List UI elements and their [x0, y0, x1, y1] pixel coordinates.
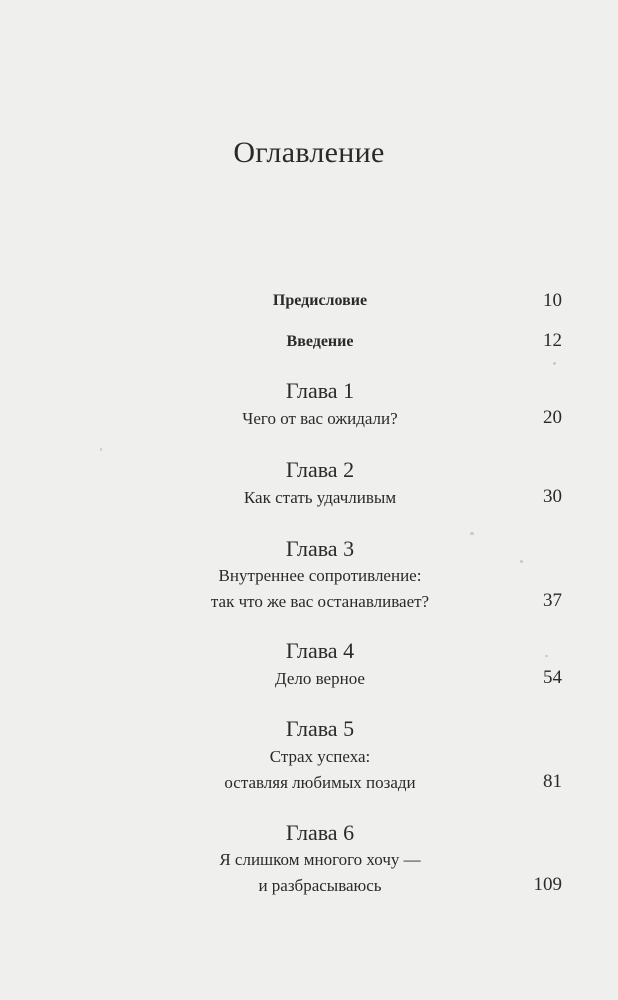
chapter-heading: Глава 3 — [285, 536, 355, 561]
paper-speck — [553, 362, 556, 365]
chapter-title-line: так что же вас останавливает? — [210, 592, 430, 611]
chapter-page-number: 109 — [533, 874, 562, 895]
chapter-title-line: Чего от вас ожидали? — [242, 409, 398, 428]
chapter-title-line: Внутреннее сопротивление: — [218, 566, 422, 585]
paper-speck — [520, 560, 523, 563]
chapter-heading: Глава 6 — [285, 820, 355, 845]
paper-speck — [545, 655, 548, 657]
chapter-title-line: и разбрасываюсь — [258, 876, 382, 895]
toc-entry-introduction-page: 12 — [543, 330, 562, 351]
page-title: Оглавление — [233, 136, 385, 169]
chapter-title-line: оставляя любимых позади — [224, 773, 416, 792]
paper-speck — [100, 448, 102, 451]
chapter-page-number: 81 — [543, 771, 562, 792]
paper-speck — [470, 532, 474, 535]
chapter-page-number: 54 — [543, 667, 562, 688]
chapter-page-number: 37 — [543, 590, 562, 611]
chapter-title-line: Дело верное — [275, 669, 365, 688]
chapter-heading: Глава 2 — [285, 457, 355, 482]
toc-entry-introduction-label: Введение — [286, 333, 354, 350]
chapter-title-line: Я слишком многого хочу — — [219, 850, 421, 869]
chapter-title-line: Как стать удачливым — [243, 488, 397, 507]
chapter-title-line: Страх успеха: — [269, 747, 371, 766]
chapter-heading: Глава 1 — [285, 378, 355, 403]
toc-entry-preface-label: Предисловие — [272, 292, 368, 309]
chapter-heading: Глава 5 — [285, 716, 355, 741]
chapter-heading: Глава 4 — [285, 638, 355, 663]
chapter-page-number: 20 — [543, 407, 562, 428]
chapter-page-number: 30 — [543, 486, 562, 507]
toc-entry-preface-page: 10 — [543, 290, 562, 311]
